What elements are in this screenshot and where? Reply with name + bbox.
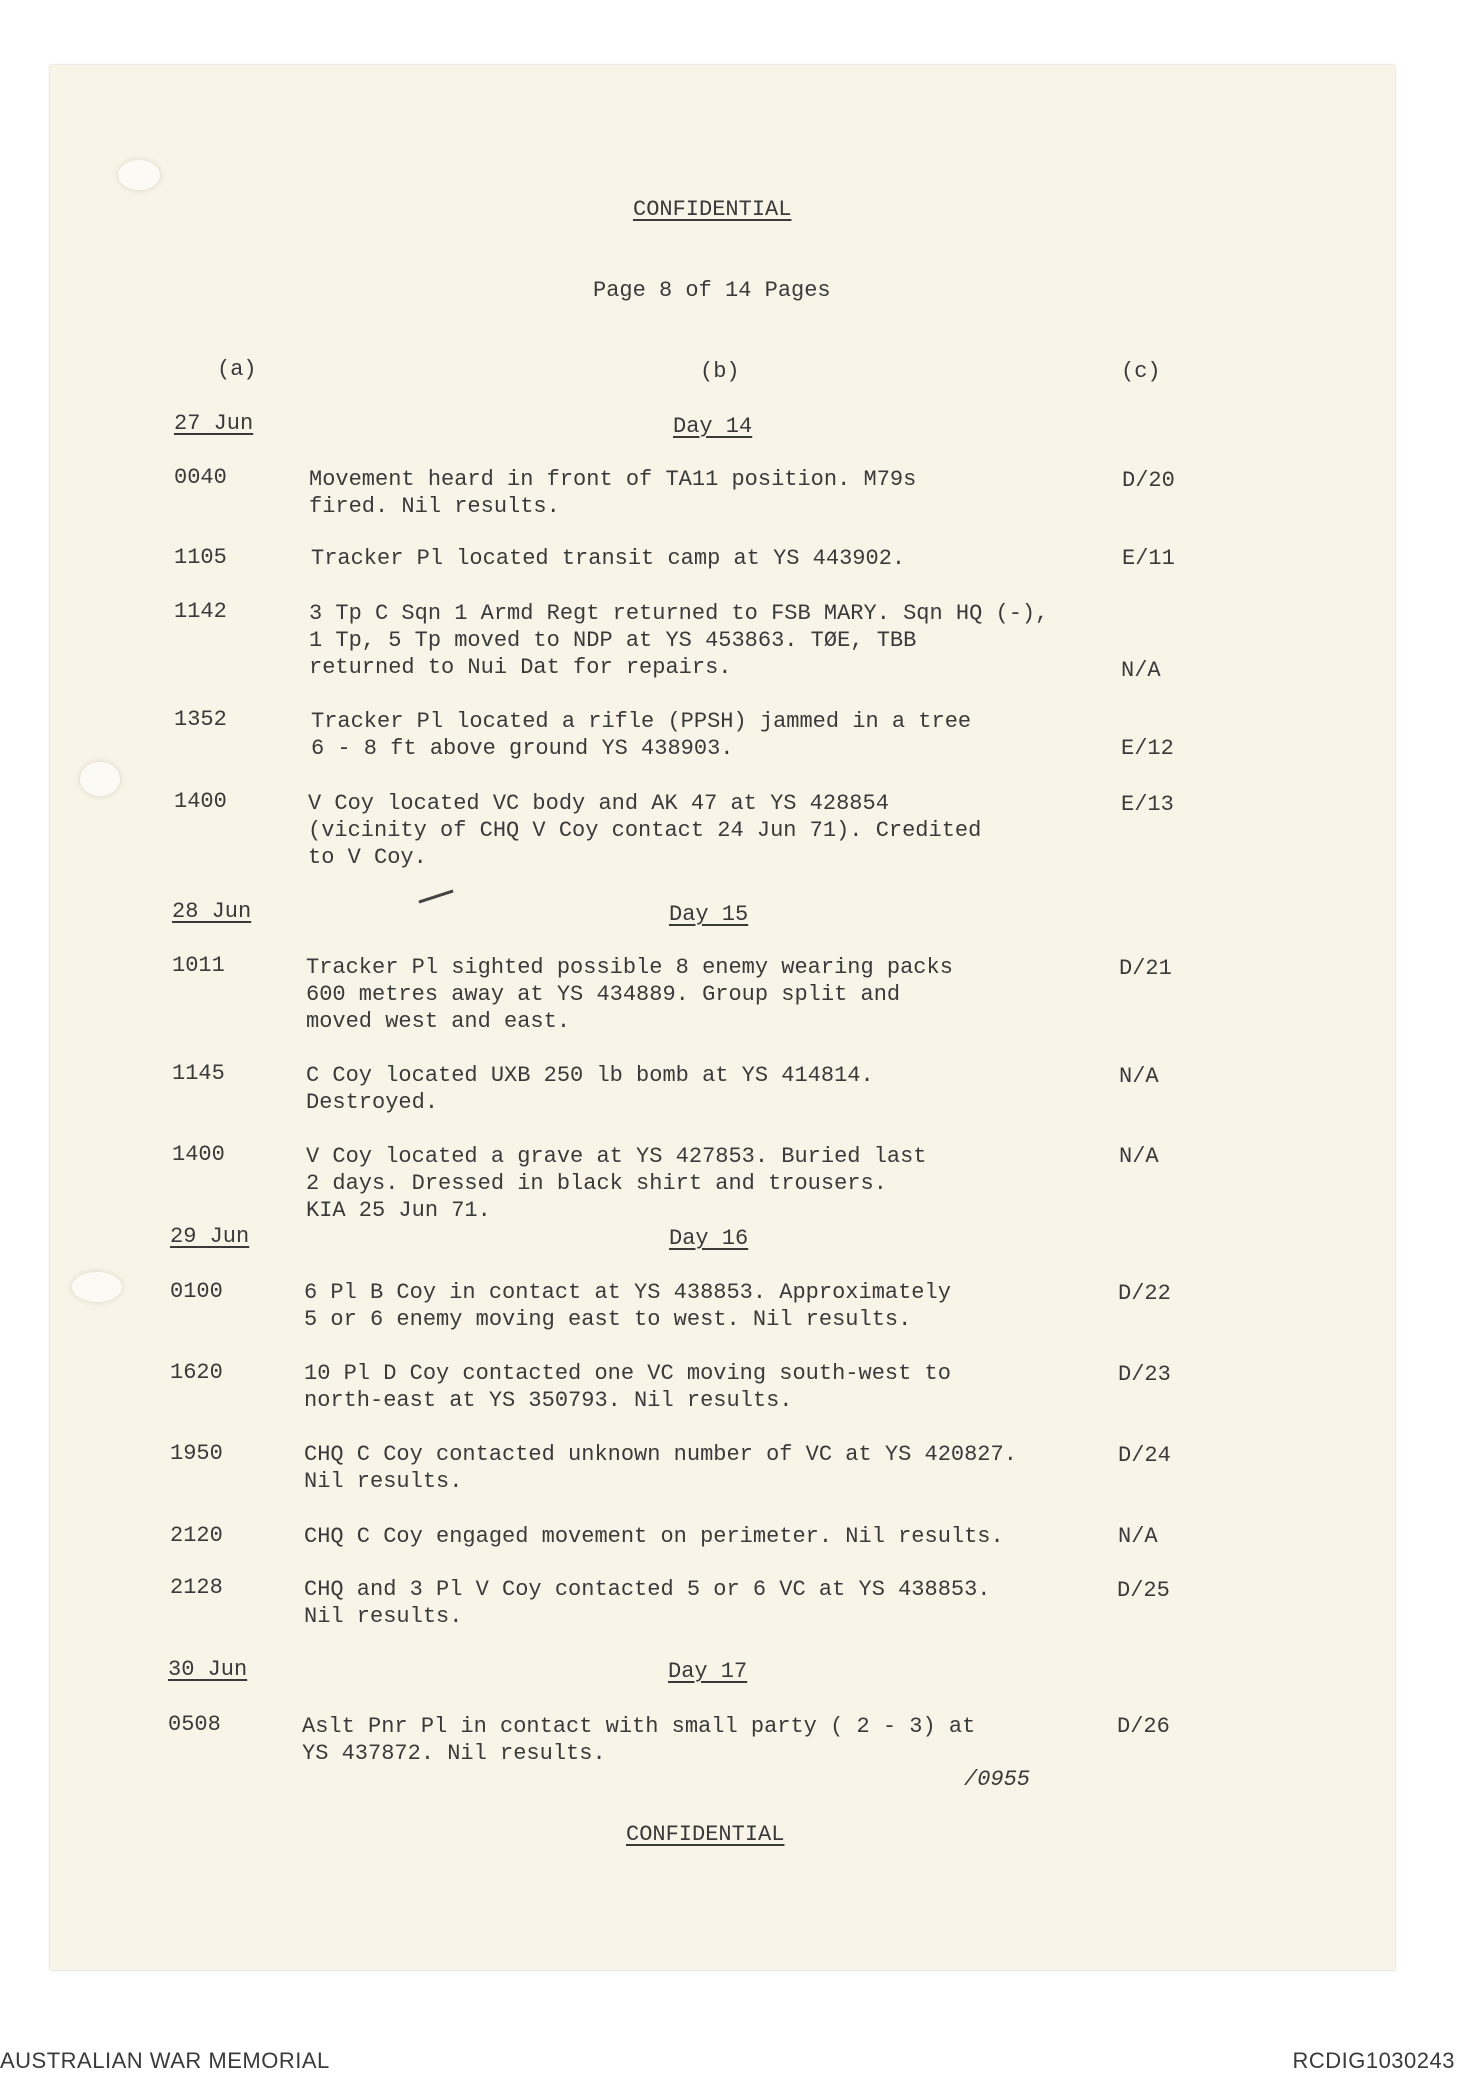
entry-reference: D/21 [1119, 956, 1172, 981]
entry-text-line: (vicinity of CHQ V Coy contact 24 Jun 71). Credited [308, 818, 982, 843]
entry-time: 1352 [174, 707, 227, 732]
section-date: 28 Jun [172, 899, 252, 924]
entry-reference: D/22 [1118, 1281, 1171, 1306]
entry-text-line: 3 Tp C Sqn 1 Armd Regt returned to FSB MARY. Sqn HQ (-), [309, 601, 1049, 626]
entry-time: 2128 [170, 1575, 223, 1600]
entry-text-line: CHQ and 3 Pl V Coy contacted 5 or 6 VC at YS 438853. [304, 1577, 991, 1602]
header-classification: CONFIDENTIAL [633, 197, 792, 222]
entry-text-line: CHQ C Coy engaged movement on perimeter. Nil results. [304, 1524, 1004, 1549]
entry-text-line: CHQ C Coy contacted unknown number of VC at YS 420827. [304, 1442, 1017, 1467]
section-day: Day 15 [669, 902, 749, 927]
entry-text-line: Aslt Pnr Pl in contact with small party ( 2 - 3) at [302, 1714, 976, 1739]
footer-classification: CONFIDENTIAL [626, 1822, 785, 1847]
entry-time: 1105 [174, 545, 227, 570]
entry-time: 1400 [172, 1142, 225, 1167]
entry-text-line: Nil results. [304, 1604, 463, 1629]
entry-text-line: Tracker Pl located a rifle (PPSH) jammed in a tree [311, 709, 972, 734]
entry-reference: N/A [1118, 1524, 1158, 1549]
column-header-a: (a) [217, 357, 257, 382]
entry-reference: D/25 [1117, 1578, 1170, 1603]
entry-time: 1620 [170, 1360, 223, 1385]
section-date: 29 Jun [170, 1224, 250, 1249]
archive-identifier: RCDIG1030243 [1292, 2048, 1455, 2073]
section-day: Day 14 [673, 414, 753, 439]
entry-time: 0040 [174, 465, 227, 490]
entry-text-line: 10 Pl D Coy contacted one VC moving south-west to [304, 1361, 951, 1386]
entry-text-line: Tracker Pl located transit camp at YS 443902. [311, 546, 906, 571]
entry-time: 0508 [168, 1712, 221, 1737]
archive-institution: AUSTRALIAN WAR MEMORIAL [0, 2048, 330, 2073]
entry-reference: E/12 [1121, 736, 1174, 761]
page-label: Page 8 of 14 Pages [593, 278, 831, 303]
entry-text-line: Tracker Pl sighted possible 8 enemy wearing packs [306, 955, 953, 980]
entry-text-line: to V Coy. [308, 845, 427, 870]
paper-blemish [72, 1272, 122, 1302]
entry-reference: N/A [1121, 658, 1161, 683]
entry-reference: D/23 [1118, 1362, 1171, 1387]
entry-text-line: 1 Tp, 5 Tp moved to NDP at YS 453863. TØE, TBB [309, 628, 917, 653]
section-date: 27 Jun [174, 411, 254, 436]
entry-text-line: moved west and east. [306, 1009, 571, 1034]
entry-text-line: returned to Nui Dat for repairs. [309, 655, 732, 680]
entry-text-line: fired. Nil results. [309, 494, 560, 519]
entry-reference: N/A [1119, 1144, 1159, 1169]
entry-time: 1142 [174, 599, 227, 624]
entry-text-line: KIA 25 Jun 71. [306, 1198, 491, 1223]
entry-text-line: 5 or 6 enemy moving east to west. Nil results. [304, 1307, 912, 1332]
paper-blemish [80, 762, 120, 796]
section-day: Day 16 [669, 1226, 749, 1251]
section-date: 30 Jun [168, 1657, 248, 1682]
entry-reference: D/26 [1117, 1714, 1170, 1739]
section-day: Day 17 [668, 1659, 748, 1684]
entry-time: 1400 [174, 789, 227, 814]
entry-reference: E/13 [1121, 792, 1174, 817]
entry-reference: N/A [1119, 1064, 1159, 1089]
entry-reference: D/20 [1122, 468, 1175, 493]
entry-reference: E/11 [1122, 546, 1175, 571]
entry-text-line: Movement heard in front of TA11 position. M79s [309, 467, 917, 492]
entry-text-line: V Coy located a grave at YS 427853. Buried last [306, 1144, 927, 1169]
entry-reference: D/24 [1118, 1443, 1171, 1468]
paper-blemish [118, 160, 160, 190]
continuation-marker: /0955 [964, 1767, 1031, 1792]
entry-time: 1145 [172, 1061, 225, 1086]
column-header-c: (c) [1121, 359, 1161, 384]
entry-time: 1011 [172, 953, 225, 978]
entry-text-line: YS 437872. Nil results. [302, 1741, 606, 1766]
entry-text-line: north-east at YS 350793. Nil results. [304, 1388, 793, 1413]
entry-text-line: Nil results. [304, 1469, 463, 1494]
entry-text-line: 2 days. Dressed in black shirt and trousers. [306, 1171, 887, 1196]
entry-text-line: 6 Pl B Coy in contact at YS 438853. Approximately [304, 1280, 951, 1305]
entry-time: 1950 [170, 1441, 223, 1466]
entry-time: 0100 [170, 1279, 223, 1304]
entry-text-line: V Coy located VC body and AK 47 at YS 428854 [308, 791, 889, 816]
entry-time: 2120 [170, 1523, 223, 1548]
entry-text-line: C Coy located UXB 250 lb bomb at YS 414814. [306, 1063, 874, 1088]
column-header-b: (b) [700, 359, 740, 384]
entry-text-line: 600 metres away at YS 434889. Group split and [306, 982, 901, 1007]
entry-text-line: Destroyed. [306, 1090, 439, 1115]
entry-text-line: 6 - 8 ft above ground YS 438903. [311, 736, 734, 761]
